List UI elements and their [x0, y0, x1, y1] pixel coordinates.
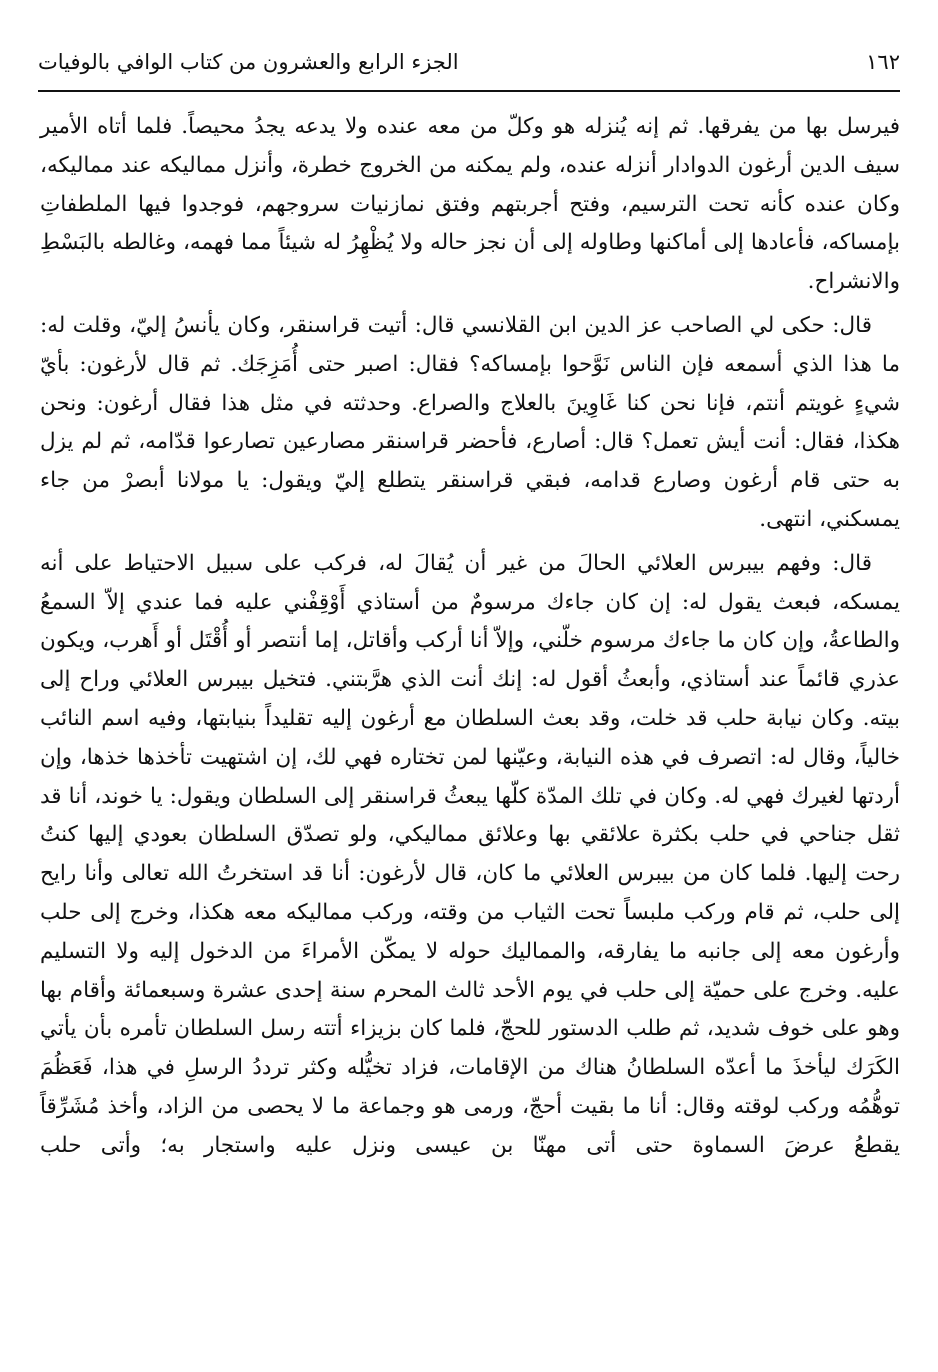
page-number: ١٦٢: [866, 50, 900, 74]
paragraph: قال: حكى لي الصاحب عز الدين ابن القلانسي قال: أتيت قراسنقر، وكان يأنسُ إليّ، وقلت له: ما هذا الذي أسمعه فإن الناس نَوَّحوا بإمساكه؟ فقال: اصبر حتى أُمَزِجَك. ثم قال لأرغون: بأيّ شيءٍ غويتم أنتم، فإنا نحن كنا غَاوِينَ بالعلاج والصراع. وحدثته في مثل هذا فقال أرغون: ونحن هكذا، فقال: أنت أيش تعمل؟ قال: أصارع، فأحضر قراسنقر مصارعين تصارعوا قدّامه، ثم لم يزل به حتى قام أرغون وصارع قدامه، فبقي قراسنقر يتطلع إليّ ويقول: يا مولانا أبصرْ من جاء يمسكني، انتهى.: [40, 312, 900, 532]
paragraph: فيرسل بها من يفرقها. ثم إنه يُنزله هو وكلّ من معه عنده ولا يدعه يجدُ محيصاً. فلما أتاه الأمير سيف الدين أرغون الدوادار أنزله عنده، ولم يمكنه من الخروج خطرة، وأنزل مماليكه عند مماليكه، وكان عنده كأنه تحت الترسيم، وفتح أجربتهم وفتق نمازنيات سروجهم، فوجدوا فيها الملطفاتِ بإمساكه، فأعادها إلى أماكنها وطاوله إلى أن نجز حاله ولا يُظْهِرُ له شيئاً مما فهمه، وغالطه بالبَسْطِ والانشراح.: [40, 114, 900, 295]
running-header: [38, 42, 900, 82]
paragraph: قال: وفهم بيبرس العلائي الحالَ من غير أن يُقالَ له، فركب على سبيل الاحتياط على أنه يمسكه، فبعث يقول له: إن كان جاءك مرسومٌ من أستاذي أَوْقِفْني عليه فما عندي إلاّ السمعُ والطاعةُ، وإن كان ما جاءك مرسوم خلّني، وإلاّ أنا أركب وأقاتل، إما أنتصر أو أُقْتَل أو أَهرب، ويكون عذري قائماً عند أستاذي، وأبعثُ أقول له: إنك أنت الذي هرَّبتني. فتخيل بيبرس العلائي وراح إلى بيته. وكان نيابة حلب قد خلت، وقد بعث السلطان مع أرغون إليه تقليداً بنيابتها، وفيه اسم النائب خالياً، وقال له: اتصرف في هذه النيابة، وعيّنها لمن تختاره فهي لك، إن اشتهيت تأخذها خذها، وإن أردتها لغيرك فهي له. وكان في تلك المدّة كلّها يبعثُ قراسنقر إلى السلطان ويقول: يا خوند، أنا قد ثقل جناحي في حلب بكثرة علائقي بها وعلائق مماليكي، ولو تصدّق السلطان بعودي إليها كنتُ رحت إليها. فلما كان من بيبرس العلائي ما كان، قال لأرغون: أنا قد استخرتُ الله تعالى وأنا رايح إلى حلب، ثم قام وركب ملبساً تحت الثياب من وقته، وركب مماليكه معه هكذا، وخرج إلى حلب وأرغون معه إلى جانبه ما يفارقه، والمماليك حوله لا يمكّن الأمراءَ من الدخول إليه ولا التسليم عليه. وخرج على حميّة إلى حلب في يوم الأحد ثالث المحرم سنة إحدى عشرة وسبعمائة وأقام بها وهو على خوف شديد، ثم طلب الدستور للحجّ، فلما كان بزيزاء أتته رسل السلطان تأمره بأن يأتي الكَرَك ليأخذَ ما أعدّه السلطانُ هناك من الإقامات، فزاد تخيُّله وكثر ترددُ الرسلِ في هذا، فَعَظُمَ توهُّمُه وركب لوقته وقال: أنا ما بقيت أحجّ، ورمى هو وجماعة ما لا يحصى من الزاد، وأخذ مُشَرِّقاً يقطعُ عرضَ السماوة حتى أتى مهنّا بن عيسى ونزل عليه واستجار به؛ وأتى حلب: [40, 550, 900, 1158]
header-rule: [38, 90, 900, 92]
main-text: [40, 108, 900, 1171]
running-title: الجزء الرابع والعشرون من كتاب الوافي بالوفيات: [38, 50, 459, 74]
